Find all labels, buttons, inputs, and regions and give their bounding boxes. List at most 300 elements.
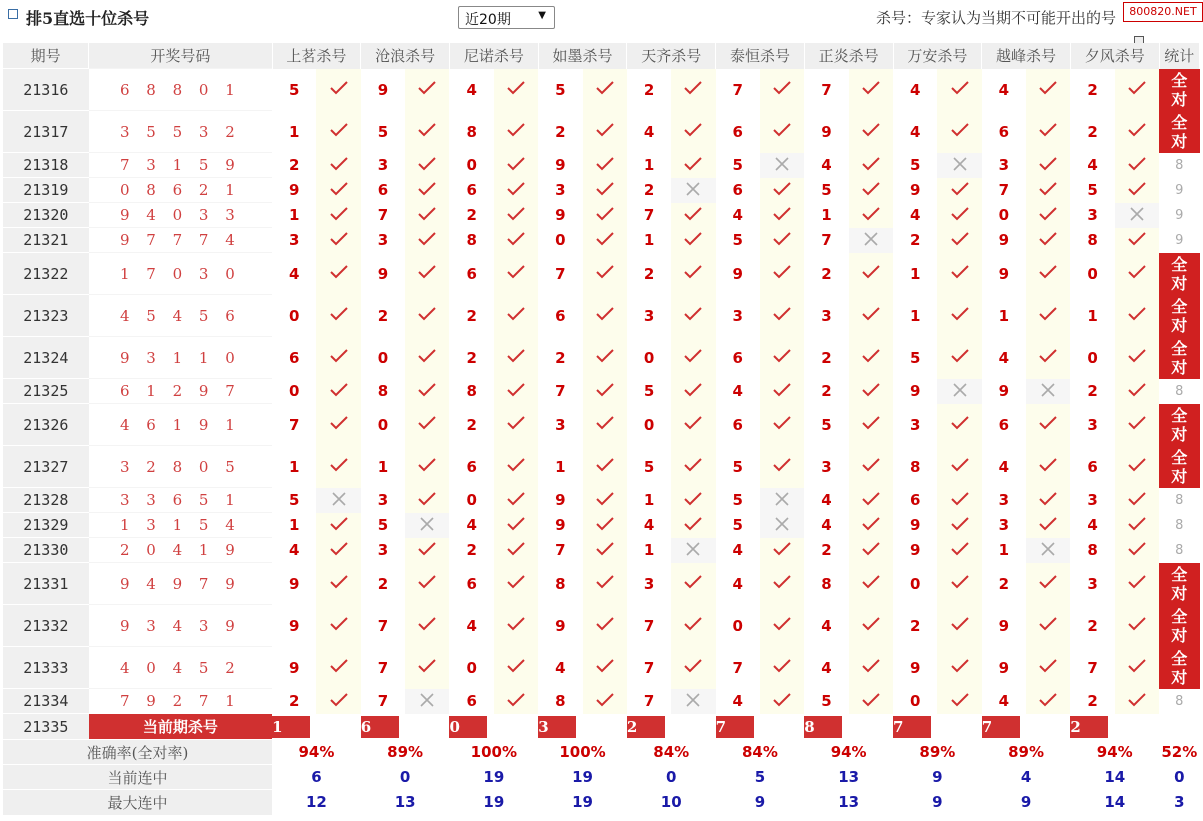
stat-cell	[1159, 689, 1199, 714]
kill-number: 4	[289, 541, 300, 559]
current-kill-cell	[893, 714, 982, 740]
check-icon	[849, 563, 893, 605]
check-icon	[583, 446, 627, 488]
summary-label: 准确率(全对率)	[3, 740, 272, 765]
cross-icon	[760, 488, 804, 513]
stat-cell	[1159, 605, 1199, 647]
check-icon	[760, 111, 804, 153]
check-icon	[405, 253, 449, 295]
kill-number: 9	[998, 231, 1010, 249]
stat-value: 8	[1175, 383, 1184, 399]
col-expert: 夕风杀号	[1070, 43, 1159, 69]
table-row	[3, 513, 1200, 538]
summary-value: 84%	[653, 743, 690, 761]
col-expert: 上茗杀号	[272, 43, 361, 69]
draw-number: 9 4 0 3 3	[89, 203, 272, 228]
summary-value: 89%	[919, 743, 956, 761]
draw-number: 7 9 2 7 1	[89, 689, 272, 714]
check-icon	[937, 337, 981, 379]
check-icon	[760, 69, 804, 111]
kill-number: 4	[998, 80, 1010, 99]
summary-value: 84%	[741, 743, 778, 761]
current-kill-number: 3	[538, 716, 576, 738]
check-icon	[494, 253, 538, 295]
check-icon	[849, 69, 893, 111]
check-icon	[583, 605, 627, 647]
check-icon	[937, 203, 981, 228]
check-icon	[937, 647, 981, 689]
check-icon	[494, 488, 538, 513]
draw-number: 9 4 9 7 9	[89, 563, 272, 605]
kill-number: 3	[377, 541, 389, 559]
check-icon	[671, 111, 715, 153]
kill-number: 9	[289, 181, 300, 199]
kill-number: 2	[821, 264, 832, 283]
check-icon	[760, 605, 804, 647]
kill-number: 1	[909, 306, 921, 325]
kill-number: 8	[555, 574, 566, 593]
table-row	[3, 295, 1200, 337]
kill-number: 7	[643, 616, 655, 635]
check-icon	[494, 295, 538, 337]
check-icon	[760, 379, 804, 404]
kill-number: 6	[998, 122, 1010, 141]
kill-number: 3	[1087, 491, 1098, 509]
check-icon	[849, 295, 893, 337]
kill-number: 6	[998, 415, 1010, 434]
kill-number: 5	[289, 491, 300, 509]
kill-number: 8	[1087, 231, 1098, 249]
kill-number: 7	[377, 616, 389, 635]
check-icon	[1026, 203, 1070, 228]
kill-number: 2	[555, 122, 566, 141]
period-cell: 21316	[3, 69, 89, 111]
table-row	[3, 228, 1200, 253]
current-kill-number: 7	[982, 716, 1020, 738]
header-bar	[0, 0, 1203, 38]
check-icon	[405, 404, 449, 446]
period-select-value: 近20期	[465, 12, 511, 28]
check-icon	[1115, 538, 1159, 563]
kill-number: 1	[377, 457, 389, 476]
check-icon	[937, 513, 981, 538]
summary-row	[3, 790, 1200, 815]
check-icon	[671, 253, 715, 295]
kill-number: 0	[732, 616, 743, 635]
col-expert: 万安杀号	[893, 43, 982, 69]
kill-number: 6	[466, 181, 477, 199]
kill-number: 3	[998, 156, 1010, 174]
draw-number: 9 3 1 1 0	[89, 337, 272, 379]
draw-number: 4 0 4 5 2	[89, 647, 272, 689]
table-row	[3, 253, 1200, 295]
kill-number: 1	[909, 264, 921, 283]
kill-number: 2	[466, 415, 477, 434]
kill-number: 3	[643, 574, 655, 593]
kill-number: 2	[821, 541, 832, 559]
kill-number: 7	[555, 264, 566, 283]
kill-number: 2	[1087, 692, 1098, 710]
check-icon	[1115, 689, 1159, 714]
kill-number: 5	[732, 516, 743, 534]
check-icon	[583, 253, 627, 295]
kill-number: 5	[643, 382, 655, 400]
current-kill-label: 当前期杀号	[89, 714, 272, 740]
check-icon	[316, 253, 360, 295]
kill-number: 4	[732, 692, 743, 710]
check-icon	[316, 69, 360, 111]
check-icon	[671, 228, 715, 253]
draw-number: 4 6 1 9 1	[89, 404, 272, 446]
kill-note: 杀号：专家认为当期不可能开出的号	[876, 9, 1117, 27]
kill-number: 1	[289, 457, 300, 476]
stat-value: 8	[1175, 492, 1184, 508]
current-kill-number: 0	[449, 716, 487, 738]
kill-number: 0	[909, 574, 921, 593]
kill-number: 0	[466, 658, 477, 677]
check-icon	[671, 203, 715, 228]
check-icon	[405, 563, 449, 605]
check-icon	[1026, 689, 1070, 714]
check-icon	[1115, 605, 1159, 647]
stat-cell	[1159, 203, 1199, 228]
current-kill-number: 2	[1070, 716, 1108, 738]
check-icon	[760, 446, 804, 488]
col-expert: 正炎杀号	[804, 43, 893, 69]
current-kill-cell	[449, 714, 538, 740]
kill-number: 7	[732, 80, 743, 99]
kill-number: 6	[555, 306, 566, 325]
check-icon	[671, 513, 715, 538]
kill-number: 6	[732, 415, 743, 434]
kill-number: 2	[289, 692, 300, 710]
summary-value: 94%	[298, 743, 335, 761]
kill-number: 3	[555, 181, 566, 199]
check-icon	[1115, 295, 1159, 337]
kill-number: 5	[732, 156, 743, 174]
check-icon	[937, 446, 981, 488]
kill-number: 4	[1087, 156, 1098, 174]
check-icon	[405, 647, 449, 689]
check-icon	[937, 689, 981, 714]
kill-number: 4	[643, 516, 655, 534]
check-icon	[494, 647, 538, 689]
period-cell: 21323	[3, 295, 89, 337]
check-icon	[849, 446, 893, 488]
check-icon	[671, 488, 715, 513]
period-cell: 21332	[3, 605, 89, 647]
check-icon	[494, 228, 538, 253]
check-icon	[1115, 513, 1159, 538]
check-icon	[937, 69, 981, 111]
check-icon	[405, 538, 449, 563]
col-draw: 开奖号码	[89, 43, 272, 69]
kill-number: 8	[909, 457, 921, 476]
draw-number: 4 5 4 5 6	[89, 295, 272, 337]
kill-number: 1	[289, 122, 300, 141]
summary-value: 89%	[1008, 743, 1044, 761]
check-icon	[760, 203, 804, 228]
check-icon	[849, 647, 893, 689]
kill-number: 8	[1087, 541, 1098, 559]
check-icon	[1026, 153, 1070, 178]
kill-number: 5	[732, 457, 743, 476]
kill-number: 4	[466, 616, 477, 635]
stat-value: 全对	[1171, 338, 1188, 377]
current-kill-cell	[272, 714, 361, 740]
kill-number: 0	[466, 491, 477, 509]
stat-cell	[1159, 488, 1199, 513]
kill-number: 4	[555, 658, 566, 677]
stat-cell	[1159, 647, 1199, 689]
stat-cell	[1159, 111, 1199, 153]
period-cell: 21319	[3, 178, 89, 203]
summary-stat: 0	[1174, 768, 1185, 786]
current-kill-cell	[361, 714, 450, 740]
kill-number: 9	[289, 616, 300, 635]
check-icon	[1026, 295, 1070, 337]
summary-value: 6	[311, 768, 322, 786]
check-icon	[671, 379, 715, 404]
stat-value: 8	[1175, 517, 1184, 533]
kill-number: 9	[821, 122, 832, 141]
stat-cell	[1159, 714, 1199, 740]
summary-value: 5	[754, 768, 766, 786]
kill-number: 4	[732, 382, 743, 400]
table-row	[3, 153, 1200, 178]
kill-number: 0	[1087, 264, 1098, 283]
check-icon	[1115, 111, 1159, 153]
period-cell: 21318	[3, 153, 89, 178]
kill-number: 4	[466, 80, 477, 99]
check-icon	[583, 153, 627, 178]
draw-number: 1 7 0 3 0	[89, 253, 272, 295]
kill-number: 6	[466, 574, 477, 593]
check-icon	[494, 689, 538, 714]
kill-number: 5	[289, 80, 300, 99]
check-icon	[1026, 563, 1070, 605]
check-icon	[937, 488, 981, 513]
stat-cell	[1159, 153, 1199, 178]
check-icon	[1026, 228, 1070, 253]
check-icon	[316, 563, 360, 605]
check-icon	[583, 379, 627, 404]
check-icon	[671, 605, 715, 647]
kill-number: 0	[909, 692, 921, 710]
check-icon	[316, 178, 360, 203]
kill-number: 9	[909, 658, 921, 677]
kill-number: 3	[643, 306, 655, 325]
check-icon	[849, 379, 893, 404]
kill-number: 4	[998, 348, 1010, 367]
kill-number: 4	[732, 541, 743, 559]
kill-number: 2	[377, 306, 389, 325]
stat-value: 全对	[1171, 606, 1188, 645]
summary-value: 19	[572, 793, 593, 811]
check-icon	[671, 153, 715, 178]
period-cell: 21335	[3, 714, 89, 740]
kill-number: 7	[555, 382, 566, 400]
check-icon	[583, 647, 627, 689]
check-icon	[937, 538, 981, 563]
kill-number: 0	[555, 231, 566, 249]
check-icon	[849, 203, 893, 228]
kill-number: 5	[377, 122, 389, 141]
period-cell: 21330	[3, 538, 89, 563]
check-icon	[405, 605, 449, 647]
check-icon	[760, 253, 804, 295]
check-icon	[1026, 111, 1070, 153]
summary-label: 当前连中	[3, 765, 272, 790]
square-icon	[8, 9, 18, 19]
cross-icon	[760, 513, 804, 538]
check-icon	[1115, 228, 1159, 253]
check-icon	[671, 295, 715, 337]
draw-number: 6 1 2 9 7	[89, 379, 272, 404]
kill-number: 2	[1087, 80, 1098, 99]
kill-number: 6	[732, 181, 743, 199]
check-icon	[583, 228, 627, 253]
kill-number: 5	[1087, 181, 1098, 199]
kill-number: 7	[377, 206, 389, 224]
kill-number: 8	[555, 692, 566, 710]
kill-number: 8	[466, 231, 477, 249]
check-icon	[849, 111, 893, 153]
kill-number: 8	[466, 382, 477, 400]
check-icon	[760, 689, 804, 714]
kill-number: 9	[377, 80, 389, 99]
kill-number: 0	[998, 206, 1010, 224]
kill-number: 5	[377, 516, 389, 534]
kill-number: 3	[732, 306, 743, 325]
draw-number: 3 2 8 0 5	[89, 446, 272, 488]
check-icon	[583, 111, 627, 153]
check-icon	[760, 178, 804, 203]
check-icon	[583, 69, 627, 111]
table-row	[3, 111, 1200, 153]
check-icon	[1115, 337, 1159, 379]
check-icon	[494, 538, 538, 563]
kill-number: 0	[377, 415, 389, 434]
check-icon	[1026, 253, 1070, 295]
check-icon	[1026, 337, 1070, 379]
kill-number: 5	[909, 348, 921, 367]
kill-number: 7	[998, 181, 1010, 199]
draw-number: 9 7 7 7 4	[89, 228, 272, 253]
table-row	[3, 689, 1200, 714]
summary-stat: 3	[1174, 793, 1185, 811]
kill-number: 6	[909, 491, 921, 509]
check-icon	[405, 337, 449, 379]
stat-cell	[1159, 69, 1199, 111]
current-kill-number: 2	[627, 716, 665, 738]
kill-number: 2	[1087, 616, 1098, 635]
check-icon	[583, 404, 627, 446]
draw-number: 2 0 4 1 9	[89, 538, 272, 563]
check-icon	[671, 446, 715, 488]
check-icon	[583, 337, 627, 379]
summary-label: 最大连中	[3, 790, 272, 815]
kill-number: 6	[377, 181, 389, 199]
check-icon	[316, 295, 360, 337]
stat-cell	[1159, 379, 1199, 404]
check-icon	[1115, 178, 1159, 203]
stat-cell	[1159, 404, 1199, 446]
current-kill-cell	[627, 714, 716, 740]
check-icon	[494, 69, 538, 111]
kill-number: 8	[466, 122, 477, 141]
summary-value: 4	[1020, 768, 1032, 786]
kill-number: 9	[555, 156, 566, 174]
kill-number: 3	[289, 231, 300, 249]
check-icon	[1115, 253, 1159, 295]
col-expert: 天齐杀号	[627, 43, 716, 69]
kill-number: 1	[643, 491, 655, 509]
cross-icon	[671, 178, 715, 203]
period-cell: 21321	[3, 228, 89, 253]
stat-cell	[1159, 178, 1199, 203]
check-icon	[1115, 488, 1159, 513]
check-icon	[583, 513, 627, 538]
current-row	[3, 714, 1200, 740]
col-expert: 泰恒杀号	[716, 43, 805, 69]
summary-value: 100%	[470, 743, 517, 761]
check-icon	[405, 178, 449, 203]
kill-number: 5	[643, 457, 655, 476]
kill-number: 6	[732, 122, 743, 141]
kill-number: 9	[998, 382, 1010, 400]
kill-number: 2	[466, 306, 477, 325]
summary-value: 9	[1020, 793, 1032, 811]
check-icon	[849, 253, 893, 295]
summary-value: 9	[754, 793, 766, 811]
draw-number: 6 8 8 0 1	[89, 69, 272, 111]
kill-number: 6	[466, 692, 477, 710]
stat-value: 8	[1175, 542, 1184, 558]
kill-number: 2	[643, 181, 655, 199]
summary-row	[3, 765, 1200, 790]
kill-number: 2	[466, 541, 477, 559]
kill-number: 9	[909, 516, 921, 534]
kill-number: 2	[909, 616, 921, 635]
kill-number: 5	[732, 491, 743, 509]
check-icon	[494, 379, 538, 404]
kill-number: 5	[555, 80, 566, 99]
kill-number: 5	[909, 156, 921, 174]
kill-number: 9	[909, 382, 921, 400]
period-select[interactable]	[458, 6, 555, 29]
kill-number: 3	[821, 306, 832, 325]
summary-row	[3, 740, 1200, 765]
kill-number: 4	[821, 491, 832, 509]
check-icon	[316, 647, 360, 689]
kill-number: 9	[998, 264, 1010, 283]
kill-number: 3	[555, 415, 566, 434]
summary-value: 19	[572, 768, 593, 786]
kill-number: 1	[643, 156, 655, 174]
site-badge[interactable]: 800820.NET	[1123, 2, 1203, 22]
kill-number: 2	[643, 264, 655, 283]
kill-number: 0	[643, 348, 655, 367]
current-kill-number: 1	[272, 716, 310, 738]
kill-number: 4	[909, 206, 921, 224]
kill-number: 9	[289, 574, 300, 593]
check-icon	[937, 605, 981, 647]
stat-cell	[1159, 563, 1199, 605]
check-icon	[671, 69, 715, 111]
cross-icon	[316, 488, 360, 513]
kill-number: 3	[377, 231, 389, 249]
